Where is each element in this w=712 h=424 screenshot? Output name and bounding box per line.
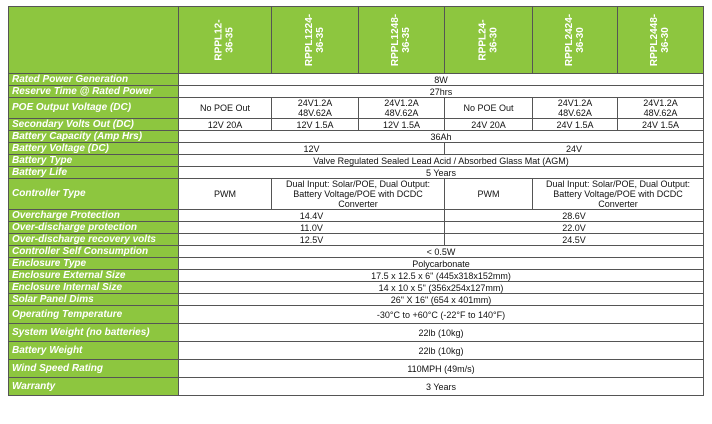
spec-value: 24V1.2A 48V.62A xyxy=(618,98,704,119)
spec-table-wrapper xyxy=(8,6,704,396)
spec-value: 24V 1.5A xyxy=(533,119,618,131)
spec-row xyxy=(9,98,704,119)
model-header-5: RPPL2424- 36-30 xyxy=(533,7,618,74)
spec-value: 22.0V xyxy=(445,222,704,234)
spec-label: POE Output Voltage (DC) xyxy=(9,98,179,119)
spec-row xyxy=(9,324,704,342)
spec-label: Enclosure Internal Size xyxy=(9,282,179,294)
spec-value: 17.5 x 12.5 x 6" (445x318x152mm) xyxy=(179,270,704,282)
spec-label: Battery Capacity (Amp Hrs) xyxy=(9,131,179,143)
spec-value: < 0.5W xyxy=(179,246,704,258)
spec-label: Wind Speed Rating xyxy=(9,360,179,378)
spec-label: Battery Type xyxy=(9,155,179,167)
spec-value: 12V xyxy=(179,143,445,155)
spec-row xyxy=(9,119,704,131)
spec-label: Over-discharge protection xyxy=(9,222,179,234)
spec-value: PWM xyxy=(179,179,272,210)
spec-value: 12V 20A xyxy=(179,119,272,131)
spec-value: 27hrs xyxy=(179,86,704,98)
spec-row xyxy=(9,143,704,155)
spec-label: Reserve Time @ Rated Power xyxy=(9,86,179,98)
spec-value: PWM xyxy=(445,179,533,210)
spec-label: System Weight (no batteries) xyxy=(9,324,179,342)
spec-value: 14.4V xyxy=(179,210,445,222)
spec-label: Overcharge Protection xyxy=(9,210,179,222)
spec-label: Enclosure External Size xyxy=(9,270,179,282)
spec-value: No POE Out xyxy=(179,98,272,119)
spec-row xyxy=(9,270,704,282)
spec-row xyxy=(9,131,704,143)
spec-table-body xyxy=(9,74,704,396)
spec-label: Battery Voltage (DC) xyxy=(9,143,179,155)
spec-row xyxy=(9,258,704,270)
spec-value: 12.5V xyxy=(179,234,445,246)
spec-label: Rated Power Generation xyxy=(9,74,179,86)
spec-value: 14 x 10 x 5" (356x254x127mm) xyxy=(179,282,704,294)
spec-row xyxy=(9,342,704,360)
spec-label: Battery Life xyxy=(9,167,179,179)
model-header-1: RPPL12- 36-35 xyxy=(179,7,272,74)
spec-value: 36Ah xyxy=(179,131,704,143)
spec-value: 11.0V xyxy=(179,222,445,234)
spec-label: Solar Panel Dims xyxy=(9,294,179,306)
spec-value: Dual Input: Solar/POE, Dual Output: Battery Voltage/POE with DCDC Converter xyxy=(272,179,445,210)
spec-row xyxy=(9,210,704,222)
spec-row xyxy=(9,246,704,258)
model-header-3: RPPL1248- 36-35 xyxy=(359,7,445,74)
spec-label: Battery Weight xyxy=(9,342,179,360)
header-corner xyxy=(9,7,179,74)
model-header-2: RPPL1224- 36-35 xyxy=(272,7,359,74)
spec-value: 5 Years xyxy=(179,167,704,179)
spec-row xyxy=(9,179,704,210)
spec-value: 12V 1.5A xyxy=(359,119,445,131)
spec-value: 24V1.2A 48V.62A xyxy=(533,98,618,119)
model-header-6: RPPL2448- 36-30 xyxy=(618,7,704,74)
spec-row xyxy=(9,282,704,294)
spec-value: 8W xyxy=(179,74,704,86)
spec-label: Controller Self Consumption xyxy=(9,246,179,258)
spec-value: 24V1.2A 48V.62A xyxy=(359,98,445,119)
spec-value: 24V xyxy=(445,143,704,155)
spec-value: 3 Years xyxy=(179,378,704,396)
spec-row xyxy=(9,167,704,179)
spec-value: 24V 20A xyxy=(445,119,533,131)
spec-row xyxy=(9,294,704,306)
spec-row xyxy=(9,222,704,234)
spec-value: 22lb (10kg) xyxy=(179,324,704,342)
spec-row xyxy=(9,155,704,167)
spec-value: 24V 1.5A xyxy=(618,119,704,131)
spec-value: No POE Out xyxy=(445,98,533,119)
spec-value: 24V1.2A 48V.62A xyxy=(272,98,359,119)
spec-row xyxy=(9,234,704,246)
spec-value: -30°C to +60°C (-22°F to 140°F) xyxy=(179,306,704,324)
spec-table xyxy=(8,6,704,396)
spec-label: Warranty xyxy=(9,378,179,396)
spec-value: Dual Input: Solar/POE, Dual Output: Battery Voltage/POE with DCDC Converter xyxy=(533,179,704,210)
model-header-4: RPPL24- 36-30 xyxy=(445,7,533,74)
spec-value: 12V 1.5A xyxy=(272,119,359,131)
spec-label: Over-discharge recovery volts xyxy=(9,234,179,246)
spec-value: 22lb (10kg) xyxy=(179,342,704,360)
spec-value: 26" X 16" (654 x 401mm) xyxy=(179,294,704,306)
spec-value: Valve Regulated Sealed Lead Acid / Absorbed Glass Mat (AGM) xyxy=(179,155,704,167)
spec-label: Enclosure Type xyxy=(9,258,179,270)
spec-value: Polycarbonate xyxy=(179,258,704,270)
spec-row xyxy=(9,74,704,86)
spec-row xyxy=(9,306,704,324)
spec-value: 28.6V xyxy=(445,210,704,222)
spec-label: Operating Temperature xyxy=(9,306,179,324)
header-row xyxy=(9,7,704,74)
spec-row xyxy=(9,360,704,378)
spec-label: Controller Type xyxy=(9,179,179,210)
spec-value: 24.5V xyxy=(445,234,704,246)
spec-value: 110MPH (49m/s) xyxy=(179,360,704,378)
spec-label: Secondary Volts Out (DC) xyxy=(9,119,179,131)
spec-row xyxy=(9,86,704,98)
spec-row xyxy=(9,378,704,396)
